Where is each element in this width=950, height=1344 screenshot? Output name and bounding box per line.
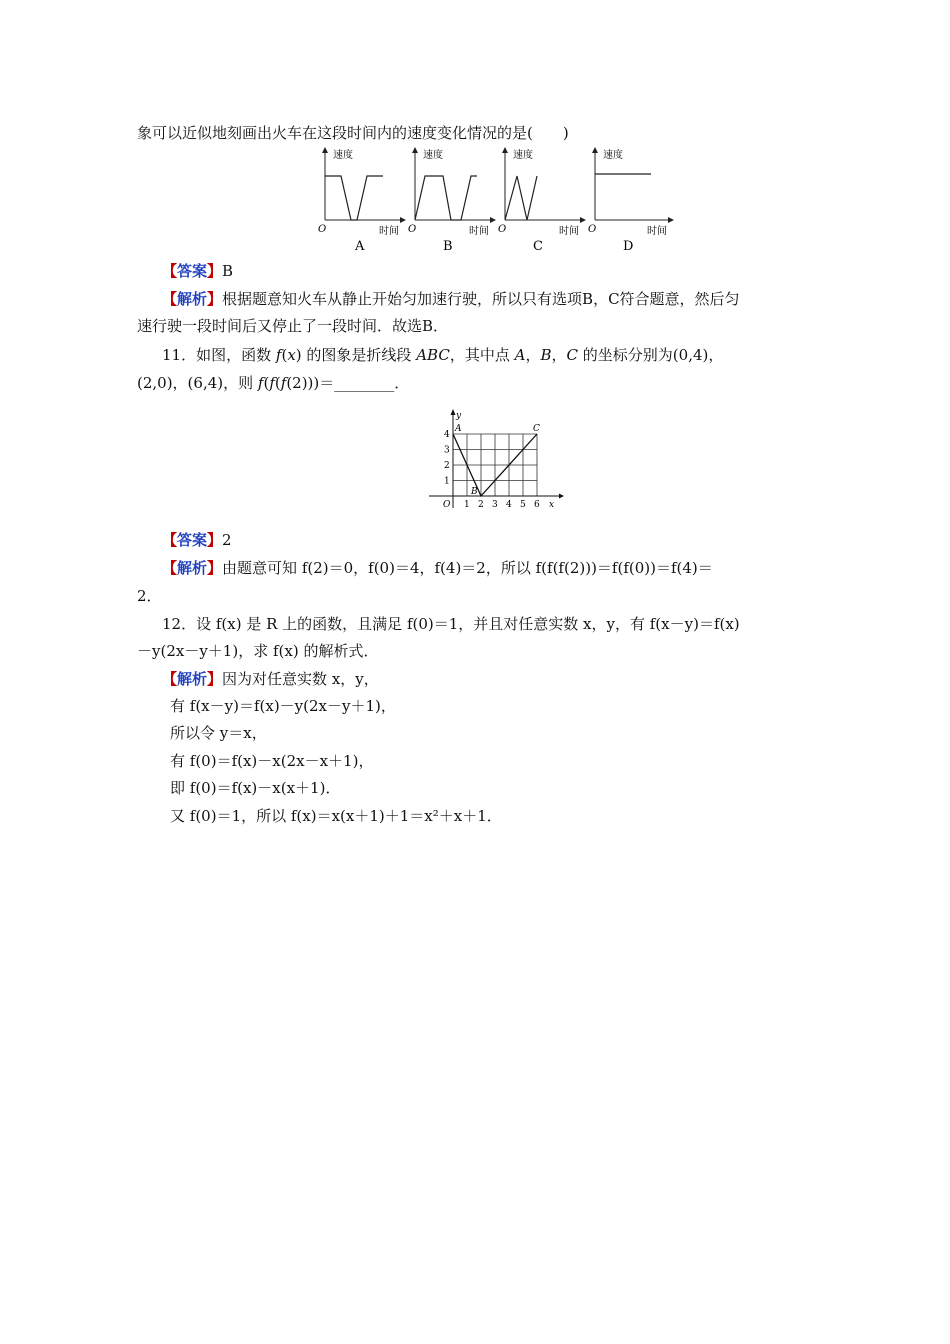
q10-analysis-line2: 速行驶一段时间后又停止了一段时间．故选B． [137, 317, 449, 335]
y-axis-arrow [451, 409, 456, 415]
y-axis-label: y [456, 411, 462, 421]
x-tick-label: 3 [492, 500, 498, 510]
x-tick-label: 4 [506, 500, 512, 510]
graph-d-option: D [623, 239, 634, 254]
graph-a-xlabel: 时间 [379, 226, 399, 237]
graph-a [318, 148, 403, 254]
point-label: B [471, 487, 478, 497]
graph-a-option: A [355, 239, 365, 254]
graph-a-origin: O [318, 224, 327, 235]
origin-label: O [443, 500, 451, 510]
q10-option-graphs [315, 146, 675, 256]
graph-d [588, 148, 671, 254]
q11-stem-line1: 11．如图，函数 f(x) 的图象是折线段 ABC，其中点 A，B，C 的坐标分别为(0,4)， [162, 346, 724, 364]
graph-d-origin: O [588, 224, 597, 235]
graph-c-origin: O [498, 224, 507, 235]
y-tick-label: 2 [444, 461, 450, 471]
q10-stem-tail: 象可以近似地刻画出火车在这段时间内的速度变化情况的是( ) [137, 124, 569, 142]
x-axis-arrow [559, 494, 564, 499]
q11-answer-tag: 【答案】 [162, 531, 223, 549]
x-tick-label: 1 [464, 500, 470, 510]
q10-answer: B [222, 262, 234, 280]
graph-c [498, 148, 583, 254]
q12-stem-line1 [162, 614, 740, 634]
point-label: A [455, 424, 462, 434]
q12-step-5: 又 f(0)＝1，所以 f(x)＝x(x＋1)＋1＝x²＋x＋1． [170, 807, 502, 825]
graph-c-ylabel: 速度 [513, 150, 533, 161]
q11-analysis-line1 [162, 558, 713, 578]
x-axis-label: x [549, 500, 555, 510]
graph-c-option: C [533, 239, 543, 254]
q10-analysis-tag: 【解析】 [162, 290, 223, 308]
q11-analysis-text1: 由题意可知 f(2)＝0，f(0)＝4，f(4)＝2，所以 f(f(f(2)))＝f(f(0))＝f(4)＝ [222, 559, 713, 577]
x-tick-label: 5 [520, 500, 526, 510]
graph-d-xlabel: 时间 [647, 226, 667, 237]
q12-num: 12． [162, 615, 197, 633]
q12-stem1: 设 f(x) 是 R 上的函数，且满足 f(0)＝1，并且对任意实数 x，y，有 f(x－y)＝f(x) [196, 615, 740, 633]
y-tick-label: 4 [444, 430, 450, 440]
point-label: C [533, 424, 540, 434]
q12-step-4: 即 f(0)＝f(x)－x(x＋1)． [170, 779, 341, 797]
q12-analysis-tag: 【解析】 [162, 670, 223, 688]
q11-stem-line2: (2,0)，(6,4)，则 f(f(f(2)))＝________． [137, 374, 410, 392]
q10-analysis-text1: 根据题意知火车从静止开始匀加速行驶，所以只有选项B，C符合题意，然后匀 [222, 290, 740, 308]
graph-c-xlabel: 时间 [559, 226, 579, 237]
q11-blank: ________． [334, 374, 410, 392]
x-tick-label: 2 [478, 500, 484, 510]
q10-answer-line [162, 261, 233, 281]
graph-a-ylabel: 速度 [333, 150, 353, 161]
q12-analysis-first: 因为对任意实数 x，y， [222, 670, 379, 688]
q11-num: 11． [162, 346, 197, 364]
graph-b-option: B [443, 239, 453, 254]
q10-analysis-line1 [162, 289, 740, 309]
q12-step-1: 有 f(x－y)＝f(x)－y(2x－y＋1)， [170, 697, 396, 715]
x-tick-label: 6 [534, 500, 540, 510]
q12-analysis-line1 [162, 669, 379, 689]
q11-answer: 2 [222, 531, 232, 549]
q11-analysis-tag: 【解析】 [162, 559, 223, 577]
q12-step-2: 所以令 y＝x， [170, 724, 267, 742]
graph-b [408, 148, 493, 254]
graph-d-ylabel: 速度 [603, 150, 623, 161]
y-tick-label: 3 [444, 445, 450, 456]
y-tick-label: 1 [444, 476, 450, 487]
graph-b-xlabel: 时间 [469, 226, 489, 237]
q12-step-3: 有 f(0)＝f(x)－x(2x－x＋1)， [170, 752, 374, 770]
q11-analysis-line2: 2． [137, 587, 162, 605]
q11-graph [425, 408, 565, 510]
q11-answer-line [162, 530, 232, 550]
graph-b-ylabel: 速度 [423, 150, 443, 161]
q10-answer-tag: 【答案】 [162, 262, 223, 280]
graph-b-origin: O [408, 224, 417, 235]
q12-stem-line2: －y(2x－y＋1)，求 f(x) 的解析式． [137, 642, 379, 660]
